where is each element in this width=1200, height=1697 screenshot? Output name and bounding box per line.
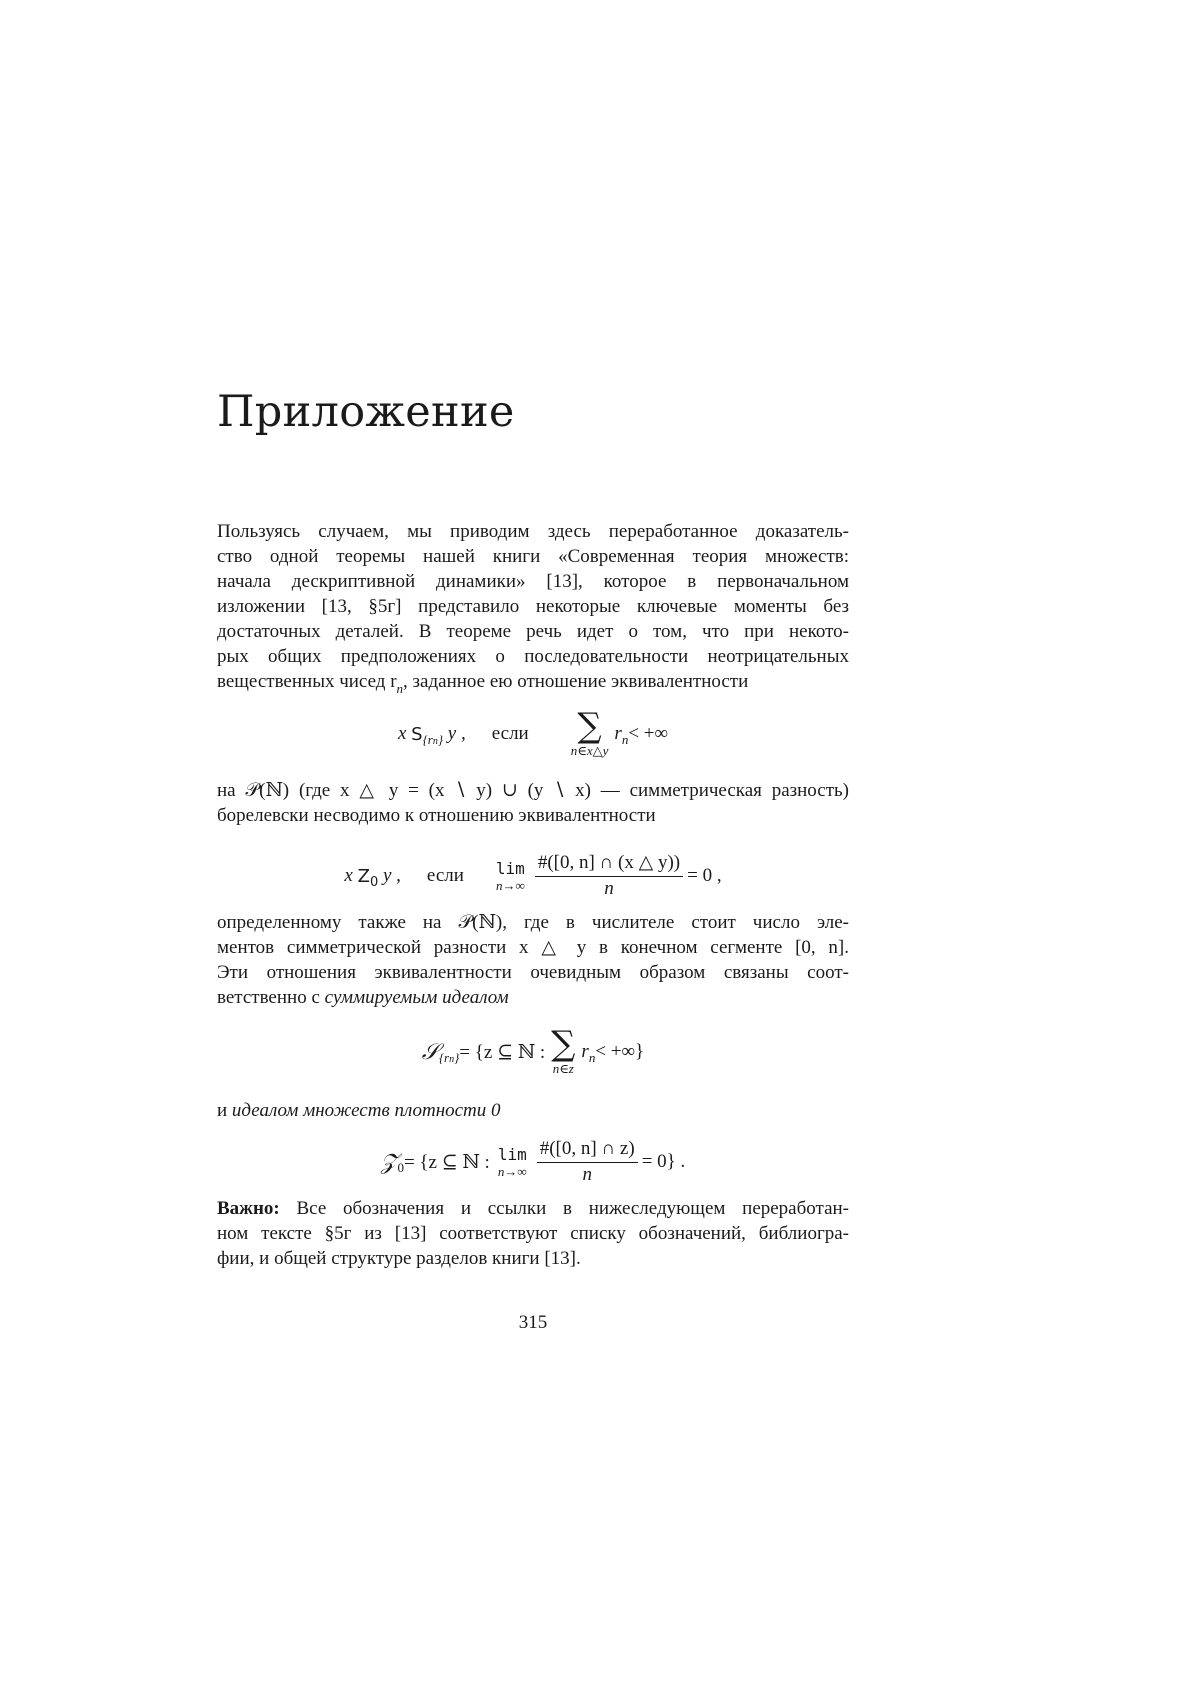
term-summable-ideal: суммируемым идеалом (324, 987, 509, 1008)
sum-sign: ∑ (551, 1024, 576, 1064)
fraction-denominator: n (604, 877, 614, 899)
if-word: если (426, 865, 464, 886)
math-relation-z: Z (357, 865, 370, 887)
fraction-numerator: #([0, n] ∩ z) (537, 1138, 638, 1163)
fraction-numerator: #([0, n] ∩ (x △ y)) (535, 852, 683, 877)
text-line: ментов симметрической разности x △ y в конечном сегменте [0, n]. (217, 937, 849, 958)
note-paragraph (217, 1196, 849, 1271)
text-line: Пользуясь случаем, мы приводим здесь переработанное доказатель- (217, 521, 849, 542)
math-term: r (614, 723, 622, 744)
math-subscript: n (621, 732, 629, 747)
text-line (217, 1196, 849, 1221)
term-density-ideal: идеалом множеств плотности 0 (231, 1100, 501, 1121)
sub-part: {r (438, 1050, 450, 1065)
text-fragment: , заданное ею отношение эквивалентности (403, 671, 749, 692)
math-ideal-z: 𝒵 (380, 1149, 398, 1174)
formula-density-ideal (217, 1132, 849, 1192)
math-term: r (581, 1041, 589, 1062)
math-tail: < +∞ (628, 723, 669, 744)
math-subscript: 0 (397, 1160, 404, 1175)
math-relation-s: S (411, 723, 423, 745)
fraction (535, 852, 683, 901)
math-subscript: n (396, 681, 404, 696)
formula-sum-relation (217, 704, 849, 764)
note-label: Важно: (217, 1198, 280, 1219)
fraction-denominator: n (582, 1163, 592, 1185)
math-var-y: y , (447, 723, 466, 744)
lim-word: lim (497, 1144, 527, 1164)
math-subscript: 0 (369, 874, 379, 890)
text-line: Эти отношения эквивалентности очевидным образом связаны соот- (217, 962, 849, 983)
text-line: фии, и общей структуре разделов книги [13]. (217, 1248, 581, 1269)
sub-part: n (449, 1054, 455, 1065)
fraction (537, 1138, 638, 1187)
text-line: на 𝒫(ℕ) (где x △ y = (x ∖ y) ∪ (y ∖ x) — симметрическая разность) (217, 780, 849, 801)
sub-part: {r (422, 732, 433, 747)
text-fragment: вещественных чисед r (217, 671, 397, 692)
after-paragraph (217, 910, 849, 1010)
text-line: определенному также на 𝒫(ℕ), где в числителе стоит число эле- (217, 912, 849, 933)
lim-range: n→∞ (497, 1163, 527, 1179)
sum-range: n∈z (552, 1061, 574, 1076)
sum-operator (570, 706, 609, 759)
text-line (217, 669, 849, 695)
math-var-x: x (344, 865, 353, 886)
intro-paragraph (217, 519, 849, 695)
math-set-open: = {z ⊆ ℕ : (459, 1041, 546, 1063)
math-subscript: n (588, 1050, 596, 1065)
text-line: достаточных деталей. В теореме речь идет о том, что при некото- (217, 621, 849, 642)
sub-part: } (437, 732, 444, 747)
sum-range: n∈x△y (570, 743, 609, 758)
text-line: ном тексте §5г из [13] соответствуют списку обозначений, библиогра- (217, 1223, 849, 1244)
math-set-open: = {z ⊆ ℕ : (403, 1151, 490, 1173)
and-word: и (217, 1100, 232, 1121)
math-tail: < +∞} (595, 1041, 645, 1062)
if-word: если (491, 723, 529, 744)
text-fragment: Все обозначения и ссылки в нижеследующем переработан- (279, 1198, 849, 1219)
sub-part: } (454, 1050, 460, 1065)
density-ideal-line (217, 1098, 849, 1123)
math-subscript (439, 1050, 459, 1066)
formula-summable-ideal (217, 1022, 849, 1082)
math-ideal-s: 𝒮 (421, 1039, 439, 1064)
text-line (217, 1098, 849, 1123)
text-line: рых общих предположениях о последовательности неотрицательных (217, 646, 849, 667)
sum-sign: ∑ (577, 706, 602, 746)
page-number: 315 (518, 1312, 548, 1333)
text-line: начала дескриптивной динамики» [13], которое в первоначальном (217, 571, 849, 592)
middle-paragraph (217, 778, 849, 828)
page-title: Приложение (217, 387, 515, 437)
sum-operator (551, 1024, 576, 1077)
text-line: борелевски несводимо к отношению эквивалентности (217, 805, 656, 826)
sub-part: n (432, 736, 438, 747)
math-var-y: y , (382, 865, 401, 886)
math-subscript (423, 732, 443, 748)
text-line: изложении [13, §5г] представило некоторые ключевые моменты без (217, 596, 849, 617)
math-tail: = 0} . (641, 1151, 686, 1172)
lim-operator (498, 1145, 527, 1180)
text-line: ство одной теоремы нашей книги «Современная теория множеств: (217, 546, 849, 567)
lim-operator (496, 859, 525, 894)
text-fragment: ветственно с (217, 987, 325, 1008)
formula-density-relation (217, 846, 849, 906)
lim-word: lim (495, 858, 525, 878)
lim-range: n→∞ (495, 877, 525, 893)
math-tail: = 0 , (687, 865, 722, 886)
math-var-x: x (397, 723, 407, 744)
text-line (217, 985, 849, 1010)
